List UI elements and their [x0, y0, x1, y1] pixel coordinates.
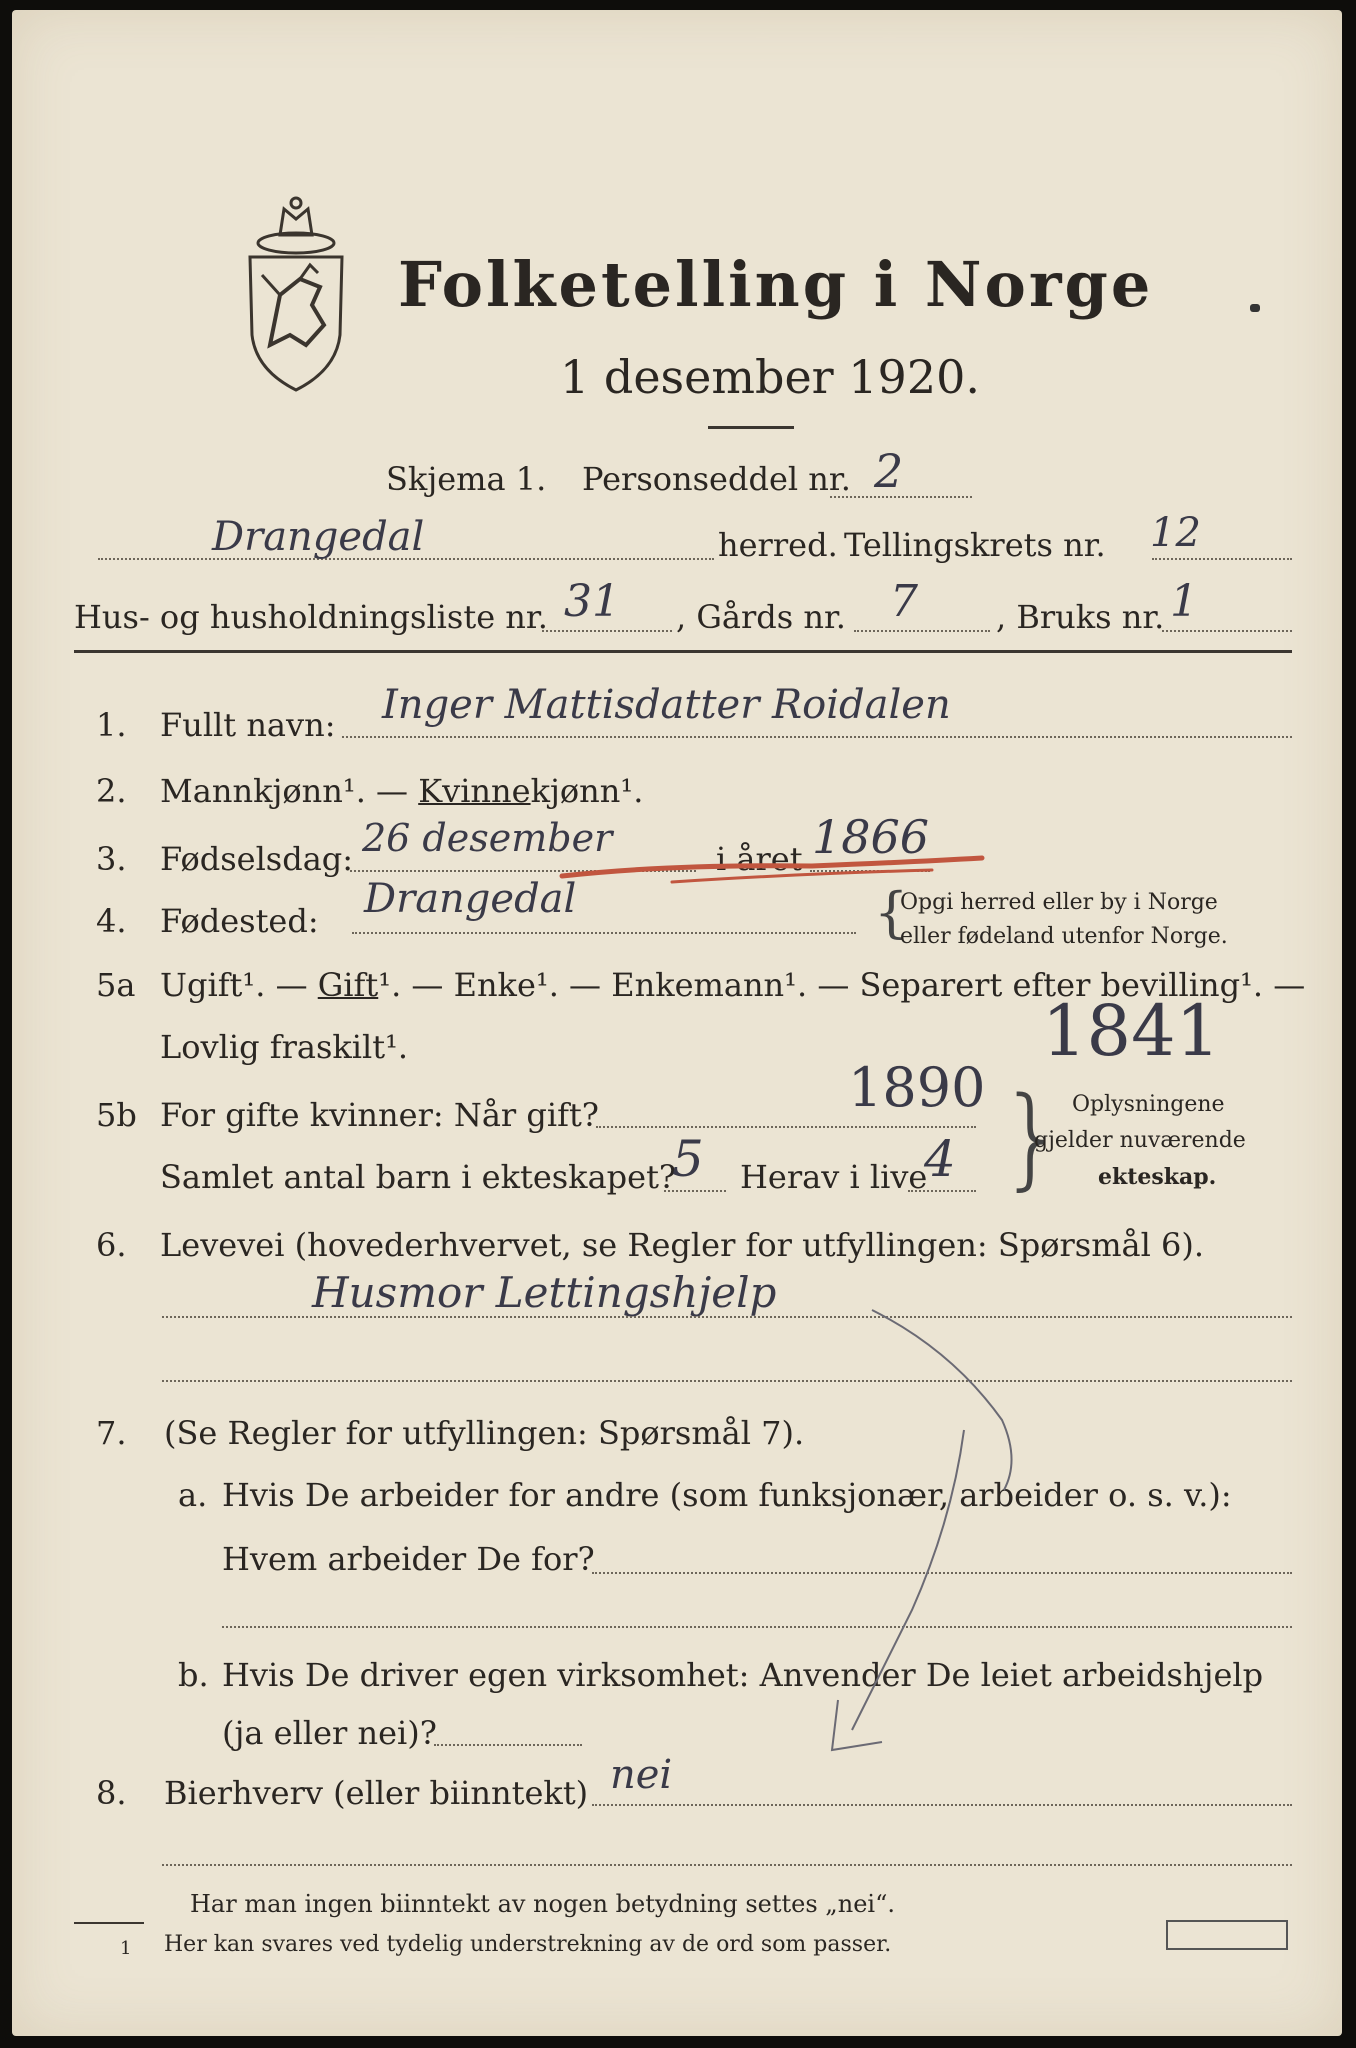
personseddel-label: Personseddel nr.: [582, 460, 851, 498]
q5a-gift-underlined[interactable]: Gift: [317, 966, 379, 1004]
gards-value[interactable]: 7: [890, 576, 918, 627]
q3-birth-year[interactable]: 1866: [812, 810, 930, 864]
husliste-label: Hus- og husholdningsliste nr.: [74, 598, 548, 636]
q1-line: [342, 736, 1292, 738]
bruks-label: , Bruks nr.: [996, 598, 1165, 636]
title-divider: [708, 426, 794, 429]
q6-number: 6.: [96, 1226, 127, 1264]
q5b-number: 5b: [96, 1096, 137, 1134]
q5a-number: 5a: [96, 966, 136, 1004]
q7a-label-2: Hvem arbeider De for?: [222, 1540, 595, 1578]
q2-female-suffix: kjønn¹.: [530, 772, 644, 810]
q4-brace: {: [874, 881, 909, 944]
q7a-label: Hvis De arbeider for andre (som funksjonær, arbeider o. s. v.):: [222, 1476, 1232, 1514]
q5b-line: [596, 1126, 976, 1128]
tellingskrets-line: [1152, 558, 1292, 560]
q7-number: 7.: [96, 1414, 127, 1452]
q5b-alive-count[interactable]: 4: [924, 1130, 956, 1188]
q2-options: [160, 772, 643, 810]
q4-line: [352, 932, 856, 934]
pencil-check-mark: [752, 1290, 1032, 1770]
q1-label: Fullt navn:: [160, 706, 336, 744]
q5b-alive-line: [908, 1190, 976, 1192]
margin-year-note: 1841: [1042, 990, 1221, 1072]
q7-label: (Se Regler for utfyllingen: Spørsmål 7).: [164, 1414, 805, 1452]
q4-number: 4.: [96, 902, 127, 940]
printer-stamp: [1166, 1920, 1288, 1950]
q5b-alive-label: Herav i live: [740, 1158, 928, 1196]
q8-label: Bierhverv (eller biinntekt): [164, 1774, 589, 1812]
q7a-letter: a.: [178, 1476, 208, 1514]
q6-line-2: [162, 1380, 1292, 1382]
q7b-label-2: (ja eller nei)?: [222, 1714, 437, 1752]
q5b-children-count[interactable]: 5: [672, 1130, 704, 1188]
bruks-value[interactable]: 1: [1170, 576, 1198, 627]
q3-number: 3.: [96, 840, 127, 878]
tellingskrets-value[interactable]: 12: [1150, 510, 1201, 556]
q5a-lovlig-fraskilt[interactable]: Lovlig fraskilt¹.: [160, 1028, 409, 1066]
q4-note-2: eller fødeland utenfor Norge.: [900, 924, 1228, 949]
q4-note-1: Opgi herred eller by i Norge: [900, 890, 1218, 915]
husliste-value[interactable]: 31: [564, 576, 620, 627]
q6-occupation[interactable]: Husmor Lettingshjelp: [312, 1268, 777, 1317]
q3-label: Fødselsdag:: [160, 840, 354, 878]
header-divider: [74, 650, 1292, 653]
q2-female-option-underlined[interactable]: Kvinne: [418, 772, 531, 810]
census-date: 1 desember 1920.: [560, 350, 980, 404]
q6-label: Levevei (hovederhvervet, se Regler for utfyllingen: Spørsmål 6).: [160, 1226, 1205, 1264]
q4-label: Fødested:: [160, 902, 319, 940]
herred-value[interactable]: Drangedal: [212, 514, 425, 560]
q2-male-option[interactable]: Mannkjønn¹. —: [160, 772, 419, 810]
skjema-label: Skjema 1.: [386, 460, 547, 498]
q5a-others[interactable]: ¹. — Enke¹. — Enkemann¹. — Separert efter bevilling¹. —: [378, 966, 1306, 1004]
q7b-letter: b.: [178, 1656, 209, 1694]
q4-birthplace[interactable]: Drangedal: [364, 876, 577, 922]
q3-birth-date[interactable]: 26 desember: [362, 816, 613, 860]
husliste-line: [542, 630, 672, 632]
q5b-children-line: [664, 1190, 726, 1192]
q3-year-label: i året: [716, 840, 803, 878]
q5b-note-1: Oplysningene: [1072, 1092, 1225, 1117]
coat-of-arms-icon: [240, 195, 352, 395]
q7b-line: [434, 1744, 582, 1746]
q6-line-1: [162, 1316, 1292, 1318]
bruks-line: [1162, 630, 1292, 632]
census-form: [12, 10, 1342, 2036]
q8-number: 8.: [96, 1774, 127, 1812]
form-title: Folketelling i Norge: [398, 248, 1154, 321]
q5b-children-label: Samlet antal barn i ekteskapet?: [160, 1158, 677, 1196]
q7b-label: Hvis De driver egen virksomhet: Anvender De leiet arbeidshjelp: [222, 1656, 1264, 1694]
q8-line: [592, 1804, 1292, 1806]
q5a-ugift[interactable]: Ugift¹. —: [160, 966, 318, 1004]
q1-number: 1.: [96, 706, 127, 744]
footnote-text: Her kan svares ved tydelig understrekning av de ord som passer.: [164, 1932, 892, 1957]
q8-line-2: [162, 1864, 1292, 1866]
personseddel-value[interactable]: 2: [874, 444, 904, 498]
title-dot: [1250, 304, 1260, 312]
q5b-note-2: gjelder nuværende: [1034, 1128, 1246, 1153]
q5b-brace: }: [998, 1073, 1068, 1201]
q1-full-name[interactable]: Inger Mattisdatter Roidalen: [382, 682, 951, 728]
herred-label: herred.: [718, 526, 838, 564]
q8-answer[interactable]: nei: [610, 1752, 673, 1798]
q5b-label: For gifte kvinner: Når gift?: [160, 1096, 599, 1134]
gards-line: [854, 630, 990, 632]
q2-number: 2.: [96, 772, 127, 810]
tellingskrets-label: Tellingskrets nr.: [844, 526, 1106, 564]
footnote-divider: [74, 1922, 144, 1924]
q5b-note-3: ekteskap.: [1098, 1164, 1217, 1190]
red-pencil-underline: [552, 850, 992, 890]
footer-note: Har man ingen biinntekt av nogen betydning settes „nei“.: [190, 1890, 895, 1918]
q5b-marriage-year[interactable]: 1890: [848, 1056, 986, 1119]
gards-label: , Gårds nr.: [676, 598, 846, 636]
footnote-number: 1: [120, 1938, 132, 1959]
